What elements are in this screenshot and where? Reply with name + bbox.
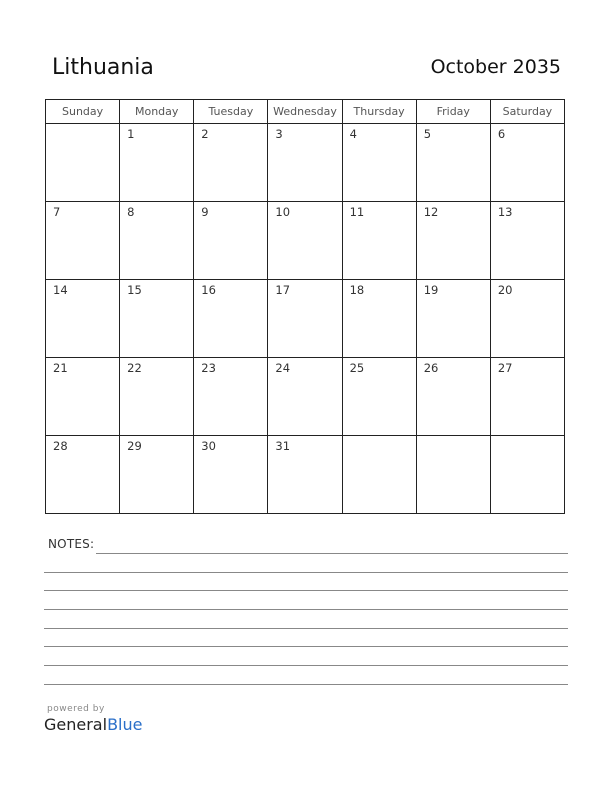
weekday-sunday: Sunday xyxy=(46,100,120,124)
day-number: 8 xyxy=(127,205,135,219)
day-cell xyxy=(342,436,416,514)
week-row xyxy=(46,436,565,514)
day-cell xyxy=(342,358,416,436)
weekday-friday: Friday xyxy=(416,100,490,124)
day-number: 22 xyxy=(127,361,142,375)
day-cell xyxy=(268,202,342,280)
notes-line xyxy=(44,572,568,573)
day-number xyxy=(491,436,564,439)
notes-label: NOTES: xyxy=(48,537,95,551)
notes-line xyxy=(44,590,568,591)
brand-blue: Blue xyxy=(107,715,143,734)
day-cell xyxy=(120,280,194,358)
day-number: 3 xyxy=(275,127,283,141)
day-number: 5 xyxy=(423,127,432,141)
day-number xyxy=(46,124,119,127)
day-number: 25 xyxy=(349,361,365,375)
day-cell xyxy=(490,124,564,202)
day-cell xyxy=(194,436,268,514)
day-number: 4 xyxy=(349,127,357,141)
weekday-thursday: Thursday xyxy=(342,100,416,124)
day-number: 10 xyxy=(275,205,291,219)
day-number: 18 xyxy=(349,283,365,297)
day-number: 19 xyxy=(423,283,439,297)
day-number: 11 xyxy=(349,205,365,219)
notes-line xyxy=(44,609,568,610)
day-number: 30 xyxy=(201,439,216,453)
day-cell xyxy=(46,436,120,514)
day-cell xyxy=(194,358,268,436)
notes-line xyxy=(44,646,568,647)
weekday-tuesday: Tuesday xyxy=(194,100,268,124)
day-cell xyxy=(490,358,564,436)
footer-branding xyxy=(44,704,142,734)
day-number: 23 xyxy=(201,361,216,375)
day-number: 15 xyxy=(127,283,142,297)
day-cell xyxy=(120,358,194,436)
day-cell xyxy=(194,202,268,280)
day-cell xyxy=(490,202,564,280)
notes-line xyxy=(44,665,568,666)
country-title: Lithuania xyxy=(52,55,154,80)
weekday-header-row xyxy=(46,100,565,124)
day-number: 7 xyxy=(53,205,61,219)
day-cell xyxy=(268,280,342,358)
day-number: 29 xyxy=(127,439,142,453)
day-cell xyxy=(120,436,194,514)
day-cell xyxy=(342,202,416,280)
day-cell xyxy=(342,124,416,202)
weekday-wednesday: Wednesday xyxy=(268,100,342,124)
day-cell xyxy=(490,280,564,358)
generalblue-logo xyxy=(44,715,142,734)
day-number: 31 xyxy=(275,439,291,453)
day-number: 12 xyxy=(423,205,439,219)
notes-line xyxy=(44,684,568,685)
month-year-title: October 2035 xyxy=(430,56,561,78)
day-number: 1 xyxy=(127,127,135,141)
day-number: 14 xyxy=(53,283,68,297)
day-cell xyxy=(490,436,564,514)
day-number: 2 xyxy=(201,127,209,141)
day-cell xyxy=(194,124,268,202)
week-row xyxy=(46,280,565,358)
powered-by-label: powered by xyxy=(47,704,105,714)
day-number xyxy=(417,436,490,439)
day-cell xyxy=(120,202,194,280)
day-number: 9 xyxy=(201,205,209,219)
day-cell xyxy=(416,124,490,202)
day-number: 13 xyxy=(497,205,513,219)
week-row xyxy=(46,358,565,436)
day-number: 28 xyxy=(53,439,68,453)
brand-general: General xyxy=(44,715,108,734)
day-number: 21 xyxy=(53,361,68,375)
weekday-saturday: Saturday xyxy=(490,100,564,124)
day-cell xyxy=(46,358,120,436)
notes-line xyxy=(44,628,568,629)
day-number: 24 xyxy=(275,361,291,375)
day-cell xyxy=(416,280,490,358)
day-cell xyxy=(194,280,268,358)
day-cell xyxy=(268,358,342,436)
day-cell xyxy=(46,280,120,358)
day-cell xyxy=(416,202,490,280)
day-number xyxy=(343,436,416,439)
day-number: 20 xyxy=(497,283,513,297)
day-number: 26 xyxy=(423,361,439,375)
day-cell xyxy=(268,436,342,514)
day-cell xyxy=(46,202,120,280)
day-cell xyxy=(120,124,194,202)
week-row xyxy=(46,202,565,280)
week-row xyxy=(46,124,565,202)
day-number: 16 xyxy=(201,283,216,297)
day-number: 27 xyxy=(497,361,513,375)
day-cell xyxy=(46,124,120,202)
day-cell xyxy=(268,124,342,202)
notes-line xyxy=(96,553,568,554)
day-cell xyxy=(416,436,490,514)
day-cell xyxy=(416,358,490,436)
calendar-grid xyxy=(45,99,565,514)
weekday-monday: Monday xyxy=(120,100,194,124)
day-number: 17 xyxy=(275,283,291,297)
day-cell xyxy=(342,280,416,358)
day-number: 6 xyxy=(497,127,506,141)
